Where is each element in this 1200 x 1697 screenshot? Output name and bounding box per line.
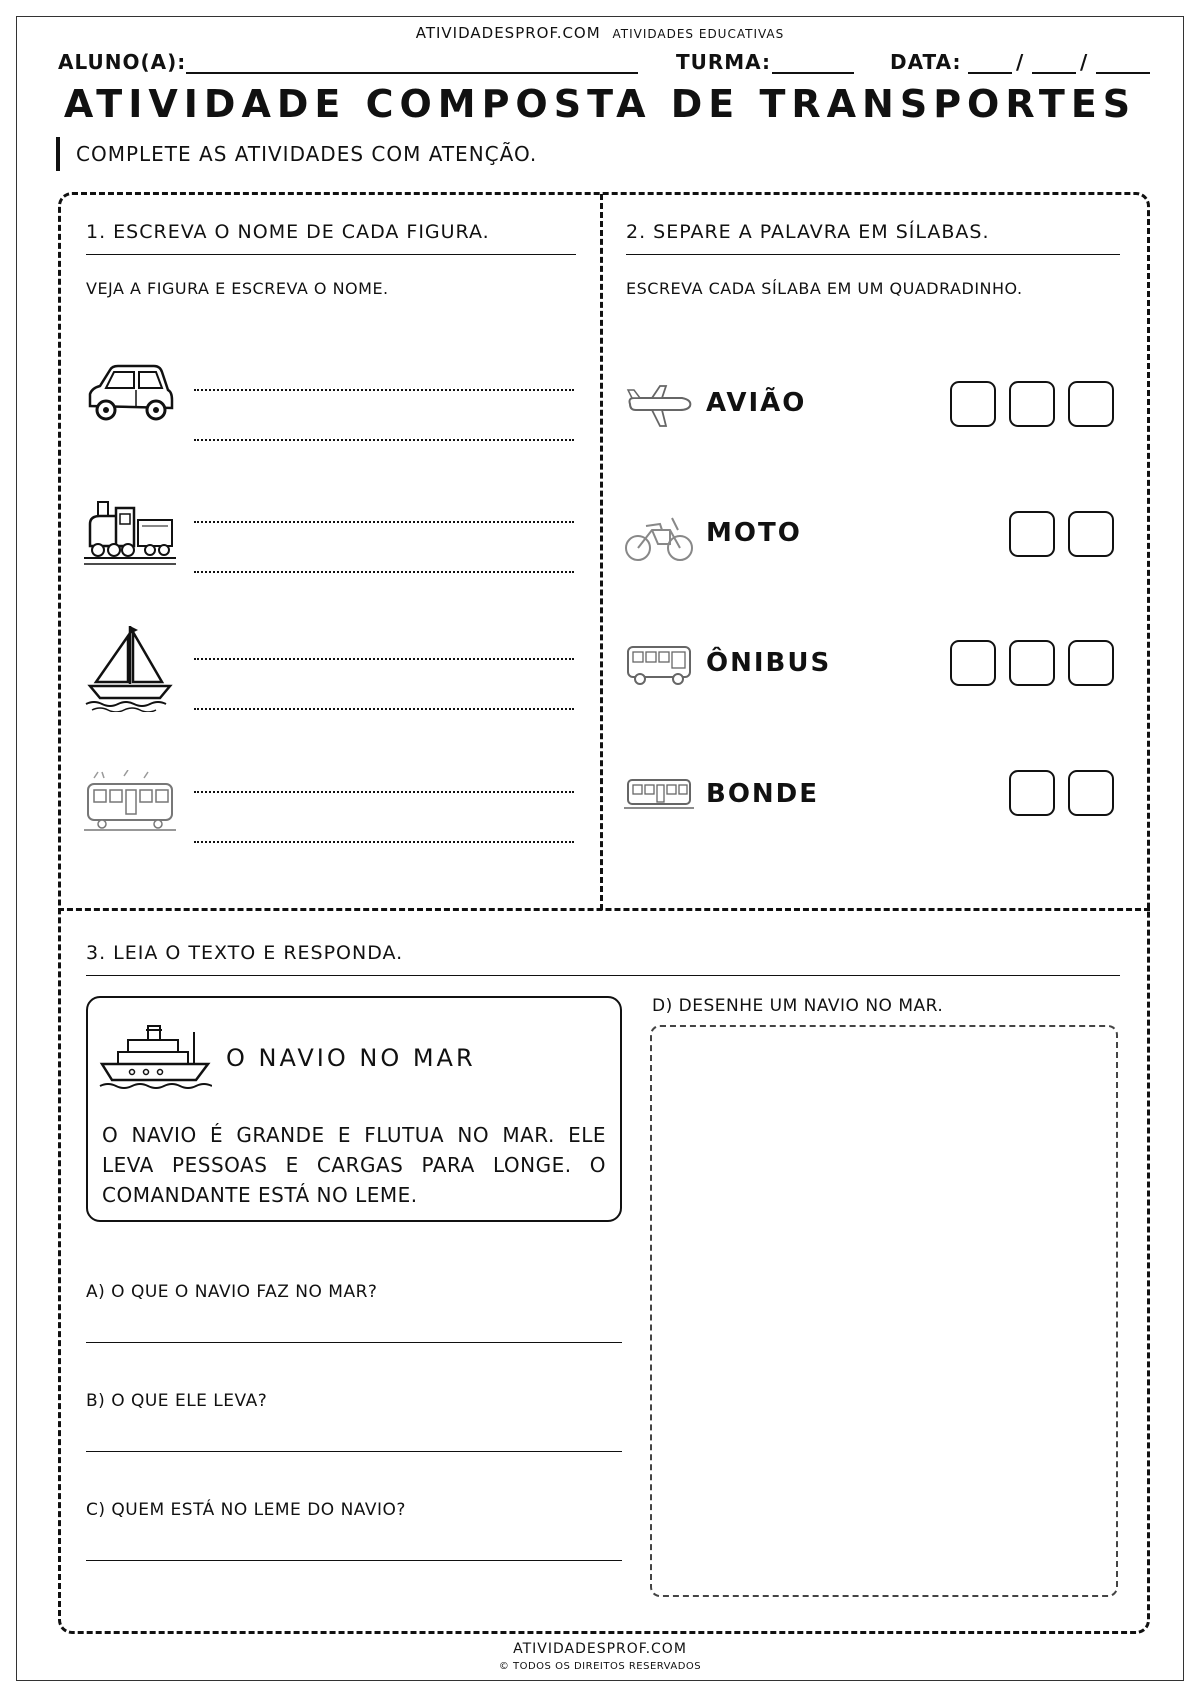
sailboat-icon [84, 620, 176, 712]
syllable-box[interactable] [1068, 640, 1114, 686]
answer-dotline[interactable] [194, 841, 574, 843]
syllable-box[interactable] [1009, 511, 1055, 557]
date-year-field[interactable] [1096, 72, 1150, 74]
syllable-box[interactable] [1009, 770, 1055, 816]
motorcycle-icon [624, 510, 694, 564]
answer-line-c[interactable] [86, 1560, 622, 1561]
answer-dotline[interactable] [194, 521, 574, 523]
section3-title: 3. LEIA O TEXTO E RESPONDA. [86, 942, 404, 964]
section2-title: 2. SEPARE A PALAVRA EM SÍLABAS. [626, 221, 990, 243]
date-slash-1: / [1016, 50, 1025, 74]
ship-icon [98, 1022, 212, 1092]
date-slash-2: / [1080, 50, 1089, 74]
answer-dotline[interactable] [194, 389, 574, 391]
section1-rule [86, 254, 576, 255]
site-name: ATIVIDADESPROF.COM [415, 24, 601, 42]
answer-dotline[interactable] [194, 658, 574, 660]
student-name-field[interactable] [186, 72, 638, 74]
drawing-area[interactable] [650, 1025, 1118, 1597]
section2-subtitle: ESCREVA CADA SÍLABA EM UM QUADRADINHO. [626, 279, 1023, 298]
section2-rule [626, 254, 1120, 255]
syllable-word: ÔNIBUS [706, 648, 832, 678]
answer-line-b[interactable] [86, 1451, 622, 1452]
section3-rule [86, 975, 1120, 976]
answer-dotline[interactable] [194, 708, 574, 710]
answer-dotline[interactable] [194, 571, 574, 573]
class-label: TURMA: [676, 50, 772, 74]
draw-prompt: D) DESENHE UM NAVIO NO MAR. [652, 996, 944, 1016]
instruction-bar [56, 137, 60, 171]
footer-rights: © TODOS OS DIREITOS RESERVADOS [498, 1661, 702, 1672]
syllable-box[interactable] [1068, 511, 1114, 557]
bus-icon [624, 643, 694, 687]
instruction-text: COMPLETE AS ATIVIDADES COM ATENÇÃO. [76, 142, 538, 166]
student-label: ALUNO(A): [58, 50, 187, 74]
section1-title: 1. ESCREVA O NOME DE CADA FIGURA. [86, 221, 490, 243]
story-text: O NAVIO É GRANDE E FLUTUA NO MAR. ELE LEVA PESSOAS E CARGAS PARA LONGE. O COMANDANTE ESTÁ NO LEME. [102, 1123, 606, 1207]
date-month-field[interactable] [1032, 72, 1076, 74]
site-header [0, 24, 1200, 42]
date-label: DATA: [890, 50, 962, 74]
page-title: ATIVIDADE COMPOSTA DE TRANSPORTES [63, 82, 1137, 126]
column-divider [600, 194, 603, 910]
syllable-box[interactable] [1009, 381, 1055, 427]
airplane-icon [624, 384, 694, 428]
question-a: A) O QUE O NAVIO FAZ NO MAR? [86, 1282, 378, 1302]
syllable-box[interactable] [1068, 381, 1114, 427]
answer-dotline[interactable] [194, 439, 574, 441]
tram-icon [84, 770, 176, 836]
footer-site: ATIVIDADESPROF.COM [513, 1641, 687, 1657]
car-icon [84, 362, 176, 426]
date-day-field[interactable] [968, 72, 1012, 74]
class-field[interactable] [772, 72, 854, 74]
syllable-box[interactable] [950, 381, 996, 427]
tram-icon [624, 774, 694, 814]
row-divider [58, 908, 1150, 911]
syllable-word: MOTO [706, 518, 802, 548]
syllable-box[interactable] [1068, 770, 1114, 816]
answer-line-a[interactable] [86, 1342, 622, 1343]
story-title: O NAVIO NO MAR [226, 1044, 476, 1072]
question-b: B) O QUE ELE LEVA? [86, 1391, 268, 1411]
section1-subtitle: VEJA A FIGURA E ESCREVA O NOME. [86, 279, 389, 298]
site-subtitle: ATIVIDADES EDUCATIVAS [612, 27, 785, 41]
syllable-word: BONDE [706, 779, 820, 809]
question-c: C) QUEM ESTÁ NO LEME DO NAVIO? [86, 1500, 406, 1520]
syllable-box[interactable] [1009, 640, 1055, 686]
train-icon [84, 494, 176, 570]
syllable-box[interactable] [950, 640, 996, 686]
syllable-word: AVIÃO [706, 388, 807, 418]
answer-dotline[interactable] [194, 791, 574, 793]
